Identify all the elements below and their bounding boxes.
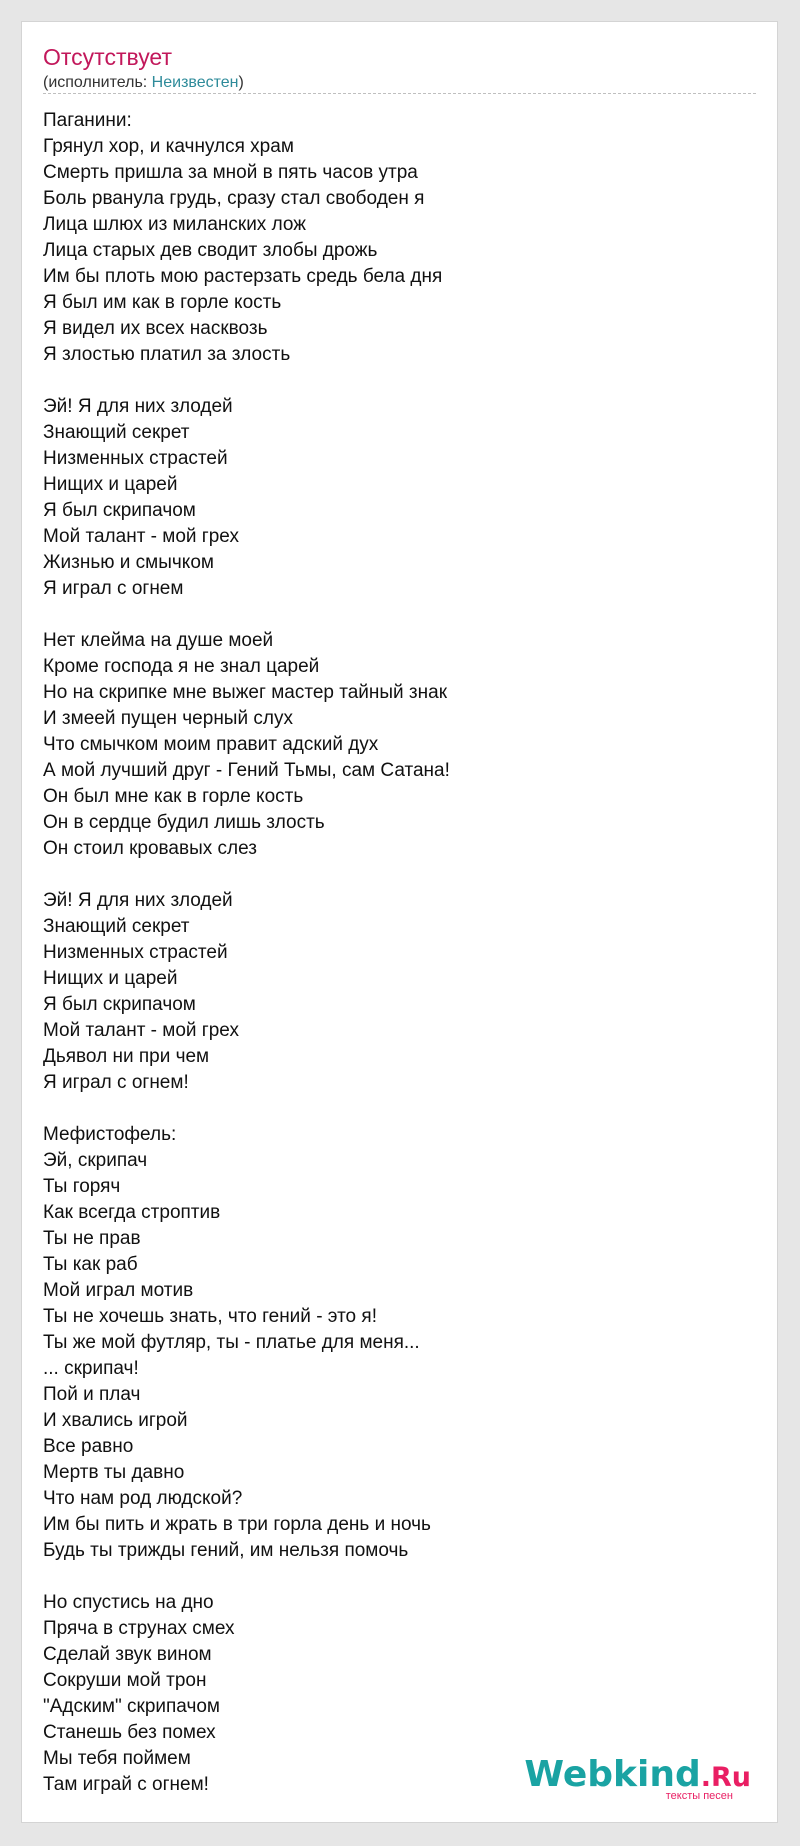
lyrics-line: Пой и плач	[43, 1384, 141, 1405]
lyrics-line: И змеей пущен черный слух	[43, 708, 293, 729]
lyrics-line: Станешь без помех	[43, 1722, 216, 1743]
lyrics-line: Я видел их всех насквозь	[43, 318, 268, 339]
lyrics-line: Будь ты трижды гений, им нельзя помочь	[43, 1540, 409, 1561]
lyrics-line: Грянул хор, и качнулся храм	[43, 136, 294, 157]
lyrics-line: "Адским" скрипачом	[43, 1696, 220, 1717]
lyrics-line: Ты же мой футляр, ты - платье для меня...	[43, 1332, 420, 1353]
lyrics-line: Дьявол ни при чем	[43, 1046, 210, 1067]
lyrics-line: Лица шлюх из миланских лож	[43, 214, 306, 235]
lyrics-line: Я был скрипачом	[43, 500, 196, 521]
lyrics-line: Что нам род людской?	[43, 1488, 243, 1509]
artist-line	[43, 73, 244, 92]
lyrics-line: Низменных страстей	[43, 448, 228, 469]
lyrics-line: Эй! Я для них злодей	[43, 396, 233, 417]
lyrics-line: Им бы плоть мою растерзать средь бела дня	[43, 266, 443, 287]
site-logo[interactable]	[524, 1754, 751, 1802]
logo-tagline: тексты песен	[665, 1790, 733, 1802]
lyrics-line: Но спустись на дно	[43, 1592, 214, 1613]
lyrics-line: Ты горяч	[43, 1176, 121, 1197]
lyrics-line: Мы тебя поймем	[43, 1748, 191, 1769]
lyrics-line: Что смычком моим правит адский дух	[43, 734, 379, 755]
lyrics-line: Ты как раб	[43, 1254, 138, 1275]
lyrics-line: Смерть пришла за мной в пять часов утра	[43, 162, 418, 183]
lyrics-line: Нет клейма на душе моей	[43, 630, 274, 651]
lyrics-line: Сделай звук вином	[43, 1644, 212, 1665]
lyrics-line: Все равно	[43, 1436, 134, 1457]
title-divider	[43, 93, 756, 94]
lyrics-line: Он в сердце будил лишь злость	[43, 812, 325, 833]
lyrics-line: Знающий секрет	[43, 422, 190, 443]
lyrics-line: Я играл с огнем	[43, 578, 184, 599]
lyrics-line: Ты не прав	[43, 1228, 141, 1249]
lyrics-stanza	[43, 1122, 743, 1564]
lyrics-line: И хвались игрой	[43, 1410, 188, 1431]
lyrics-line: Он стоил кровавых слез	[43, 838, 257, 859]
logo-main-text: Webkind	[524, 1754, 701, 1795]
lyrics-stanza	[43, 628, 743, 862]
lyrics-line: Ты не хочешь знать, что гений - это я!	[43, 1306, 377, 1327]
logo-wordmark	[524, 1754, 751, 1795]
lyrics-line: Низменных страстей	[43, 942, 228, 963]
lyrics-line: Он был мне как в горле кость	[43, 786, 304, 807]
lyrics-line: Нищих и царей	[43, 968, 178, 989]
lyrics-line: Мой талант - мой грех	[43, 526, 239, 547]
lyrics-line: Но на скрипке мне выжег мастер тайный знак	[43, 682, 448, 703]
song-title: Отсутствует	[43, 44, 172, 70]
lyrics-line: Нищих и царей	[43, 474, 178, 495]
lyrics-line: Сокруши мой трон	[43, 1670, 207, 1691]
lyrics-line: Пряча в струнах смех	[43, 1618, 235, 1639]
lyrics-line: Я злостью платил за злость	[43, 344, 291, 365]
lyrics-line: Им бы пить и жрать в три горла день и ночь	[43, 1514, 431, 1535]
lyrics-line: Эй! Я для них злодей	[43, 890, 233, 911]
lyrics-line: А мой лучший друг - Гений Тьмы, сам Сатана!	[43, 760, 450, 781]
lyrics-line: Знающий секрет	[43, 916, 190, 937]
artist-suffix: )	[238, 74, 244, 91]
lyrics-line: Я играл с огнем!	[43, 1072, 189, 1093]
lyrics-line: ... скрипач!	[43, 1358, 139, 1379]
lyrics-stanza	[43, 888, 743, 1096]
lyrics-line: Паганини:	[43, 110, 132, 131]
lyrics-line: Жизнью и смычком	[43, 552, 214, 573]
lyrics-line: Мефистофель:	[43, 1124, 177, 1145]
lyrics-line: Мой талант - мой грех	[43, 1020, 239, 1041]
lyrics-stanza	[43, 108, 743, 368]
logo-tld: .Ru	[700, 1762, 751, 1793]
artist-prefix: (исполнитель:	[43, 74, 152, 91]
lyrics-line: Я был скрипачом	[43, 994, 196, 1015]
lyrics-text	[43, 108, 743, 1824]
lyrics-line: Лица старых дев сводит злобы дрожь	[43, 240, 378, 261]
lyrics-line: Мертв ты давно	[43, 1462, 185, 1483]
lyrics-line: Там играй с огнем!	[43, 1774, 209, 1795]
lyrics-line: Кроме господа я не знал царей	[43, 656, 320, 677]
artist-link[interactable]: Неизвестен	[151, 74, 239, 91]
lyrics-line: Я был им как в горле кость	[43, 292, 282, 313]
lyrics-line: Эй, скрипач	[43, 1150, 148, 1171]
lyrics-line: Как всегда строптив	[43, 1202, 221, 1223]
lyrics-card	[21, 21, 778, 1823]
lyrics-stanza	[43, 394, 743, 602]
lyrics-line: Мой играл мотив	[43, 1280, 194, 1301]
lyrics-line: Боль рванула грудь, сразу стал свободен я	[43, 188, 425, 209]
